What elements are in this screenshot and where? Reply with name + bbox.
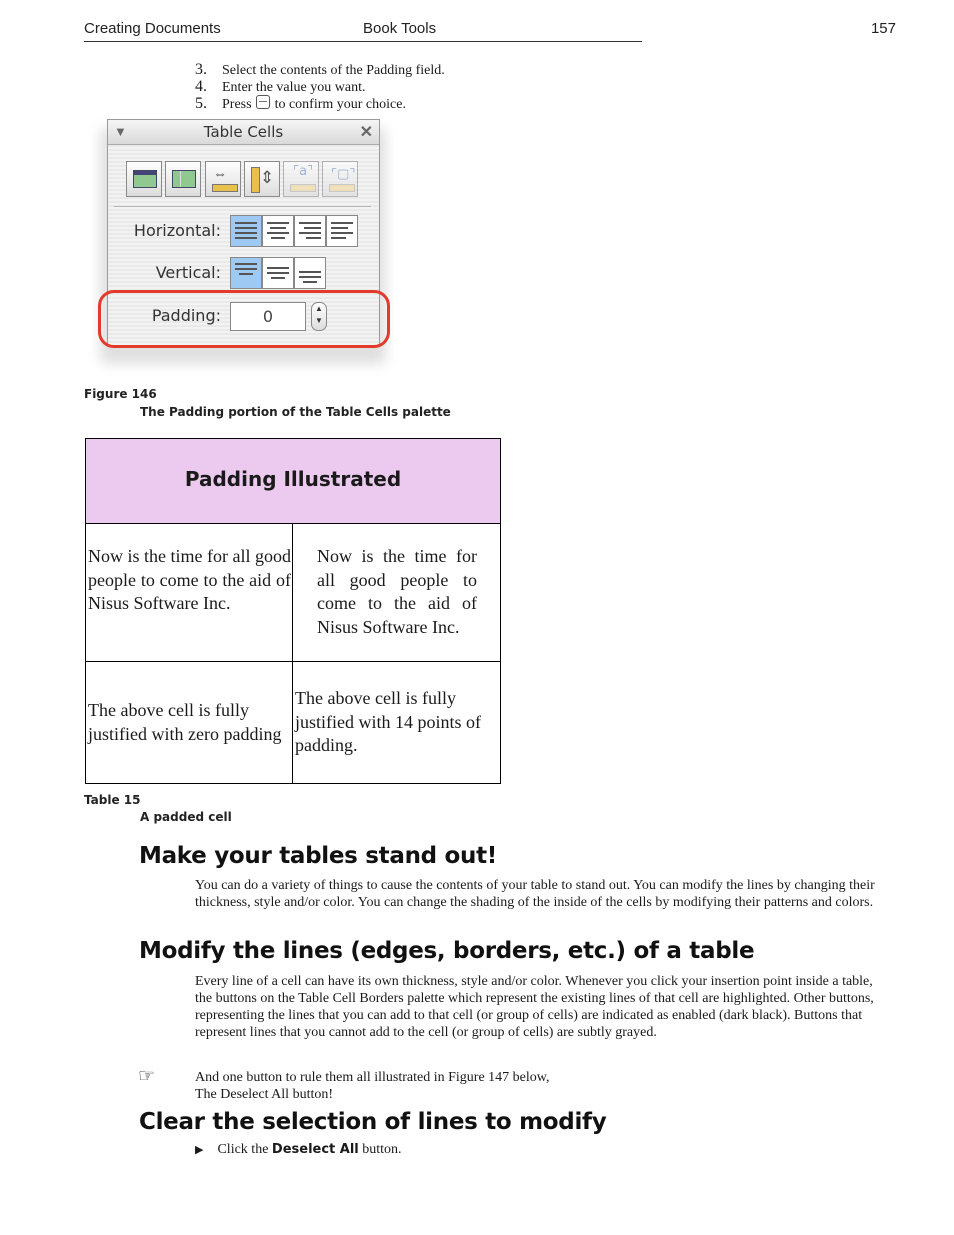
table-heading: Padding Illustrated bbox=[184, 467, 402, 491]
padding-highlight-ring bbox=[98, 290, 390, 348]
column-strip-icon bbox=[212, 184, 238, 192]
collapse-triangle-icon[interactable]: ▼ bbox=[114, 124, 127, 139]
header-row-icon bbox=[133, 170, 157, 188]
align-center-button[interactable] bbox=[262, 215, 294, 247]
align-justify-button[interactable] bbox=[230, 215, 262, 247]
table-cell-bottom-left: The above cell is fully justified with zero padding bbox=[88, 700, 282, 744]
valign-middle-button[interactable] bbox=[262, 257, 294, 289]
row-strip-icon bbox=[251, 167, 260, 193]
deselect-all-term: Deselect All bbox=[271, 1142, 359, 1157]
note-line-1: And one button to rule them all illustrated in Figure 147 below, bbox=[195, 1070, 550, 1085]
palette-separator bbox=[114, 206, 371, 207]
step-3 bbox=[195, 61, 445, 79]
step-text: Enter the value you want. bbox=[222, 80, 366, 95]
bullet-triangle-icon: ▶ bbox=[195, 1144, 204, 1156]
padding-label: Padding: bbox=[151, 306, 221, 325]
step-text-after: to confirm your choice. bbox=[274, 97, 406, 112]
step-number: 3. bbox=[195, 61, 207, 78]
frame-icon: ⌜▢⌝ bbox=[331, 166, 356, 181]
step-4 bbox=[195, 78, 365, 96]
padding-stepper[interactable]: ▲ ▼ bbox=[311, 302, 327, 331]
align-right-button[interactable] bbox=[294, 215, 326, 247]
fit-content-height-button[interactable] bbox=[322, 161, 358, 197]
step-5 bbox=[195, 95, 406, 113]
vertical-arrows-icon: ⇕ bbox=[260, 168, 275, 187]
table-caption: A padded cell bbox=[140, 810, 232, 824]
fit-content-width-button[interactable] bbox=[283, 161, 319, 197]
table-cell-top-right: Now is the time for all good people to come to the aid of Nisus Software Inc. bbox=[317, 546, 477, 637]
step-text: Select the contents of the Padding field. bbox=[222, 63, 445, 78]
equal-width-button[interactable] bbox=[205, 161, 241, 197]
running-header-chapter: Creating Documents bbox=[84, 20, 221, 37]
header-row-button[interactable] bbox=[126, 161, 162, 197]
running-header-section: Book Tools bbox=[363, 20, 437, 37]
padding-field[interactable]: 0 bbox=[230, 302, 306, 331]
column-strip-icon bbox=[329, 184, 355, 192]
valign-top-button[interactable] bbox=[230, 257, 262, 289]
horizontal-label: Horizontal: bbox=[133, 221, 221, 240]
equal-height-button[interactable] bbox=[244, 161, 280, 197]
padding-illustrated-table bbox=[85, 438, 501, 784]
table-cell-bottom-right: The above cell is fully justified with 14 points of padding. bbox=[295, 688, 481, 755]
table-cell-top-left: Now is the time for all good people to come to the aid of Nisus Software Inc. bbox=[88, 546, 291, 613]
table-heading-cell bbox=[86, 439, 500, 524]
palette-title: Table Cells bbox=[203, 123, 284, 141]
section-heading-clear-selection: Clear the selection of lines to modify bbox=[139, 1109, 607, 1135]
step-number: 4. bbox=[195, 78, 207, 95]
horizontal-arrows-icon: ⇔ bbox=[213, 167, 227, 182]
letter-a-icon: ⌜a⌝ bbox=[293, 164, 314, 179]
section-body-modify-lines: Every line of a cell can have its own thickness, style and/or color. Whenever you click your insertion point inside a table, the buttons on the Table Cell Borders palette which represent the existing lines of that cell are highlighted. Other buttons, representing the lines that you can add to that cell (or group of cells) are indicated as enabled (dark black). Buttons that represent lines that you cannot add to the cell (or group of cells) are subtly grayed. bbox=[195, 974, 874, 1040]
section-body-stand-out: You can do a variety of things to cause the contents of your table to stand out. You can modify the lines by changing their thickness, style and/or color. You can change the shading of the inside of the cells by modifying their patterns and colors. bbox=[195, 878, 875, 910]
action-step bbox=[195, 1141, 875, 1159]
step-number: 5. bbox=[195, 95, 207, 112]
enter-key-icon bbox=[256, 95, 270, 109]
header-rule bbox=[84, 41, 642, 42]
figure-caption: The Padding portion of the Table Cells palette bbox=[140, 405, 451, 419]
valign-bottom-button[interactable] bbox=[294, 257, 326, 289]
palette-titlebar bbox=[108, 120, 379, 145]
vertical-label: Vertical: bbox=[155, 263, 221, 282]
section-heading-stand-out: Make your tables stand out! bbox=[139, 843, 497, 869]
section-heading-modify-lines: Modify the lines (edges, borders, etc.) of a table bbox=[139, 938, 755, 964]
header-column-icon bbox=[172, 170, 196, 188]
pointing-hand-icon: ☞ bbox=[138, 1066, 156, 1087]
header-column-button[interactable] bbox=[165, 161, 201, 197]
note-line-2: The Deselect All button! bbox=[195, 1087, 334, 1102]
close-icon[interactable]: ✕ bbox=[359, 124, 373, 141]
column-strip-icon bbox=[290, 184, 316, 192]
table-column-divider bbox=[292, 523, 293, 783]
table-label: Table 15 bbox=[84, 793, 141, 807]
page-number: 157 bbox=[870, 20, 896, 37]
align-left-button[interactable] bbox=[326, 215, 358, 247]
action-text-before: Click the bbox=[217, 1142, 269, 1157]
table-row-divider bbox=[86, 661, 500, 662]
step-text: Press bbox=[222, 97, 252, 112]
action-text-after: button. bbox=[362, 1142, 402, 1157]
figure-label: Figure 146 bbox=[84, 387, 157, 401]
